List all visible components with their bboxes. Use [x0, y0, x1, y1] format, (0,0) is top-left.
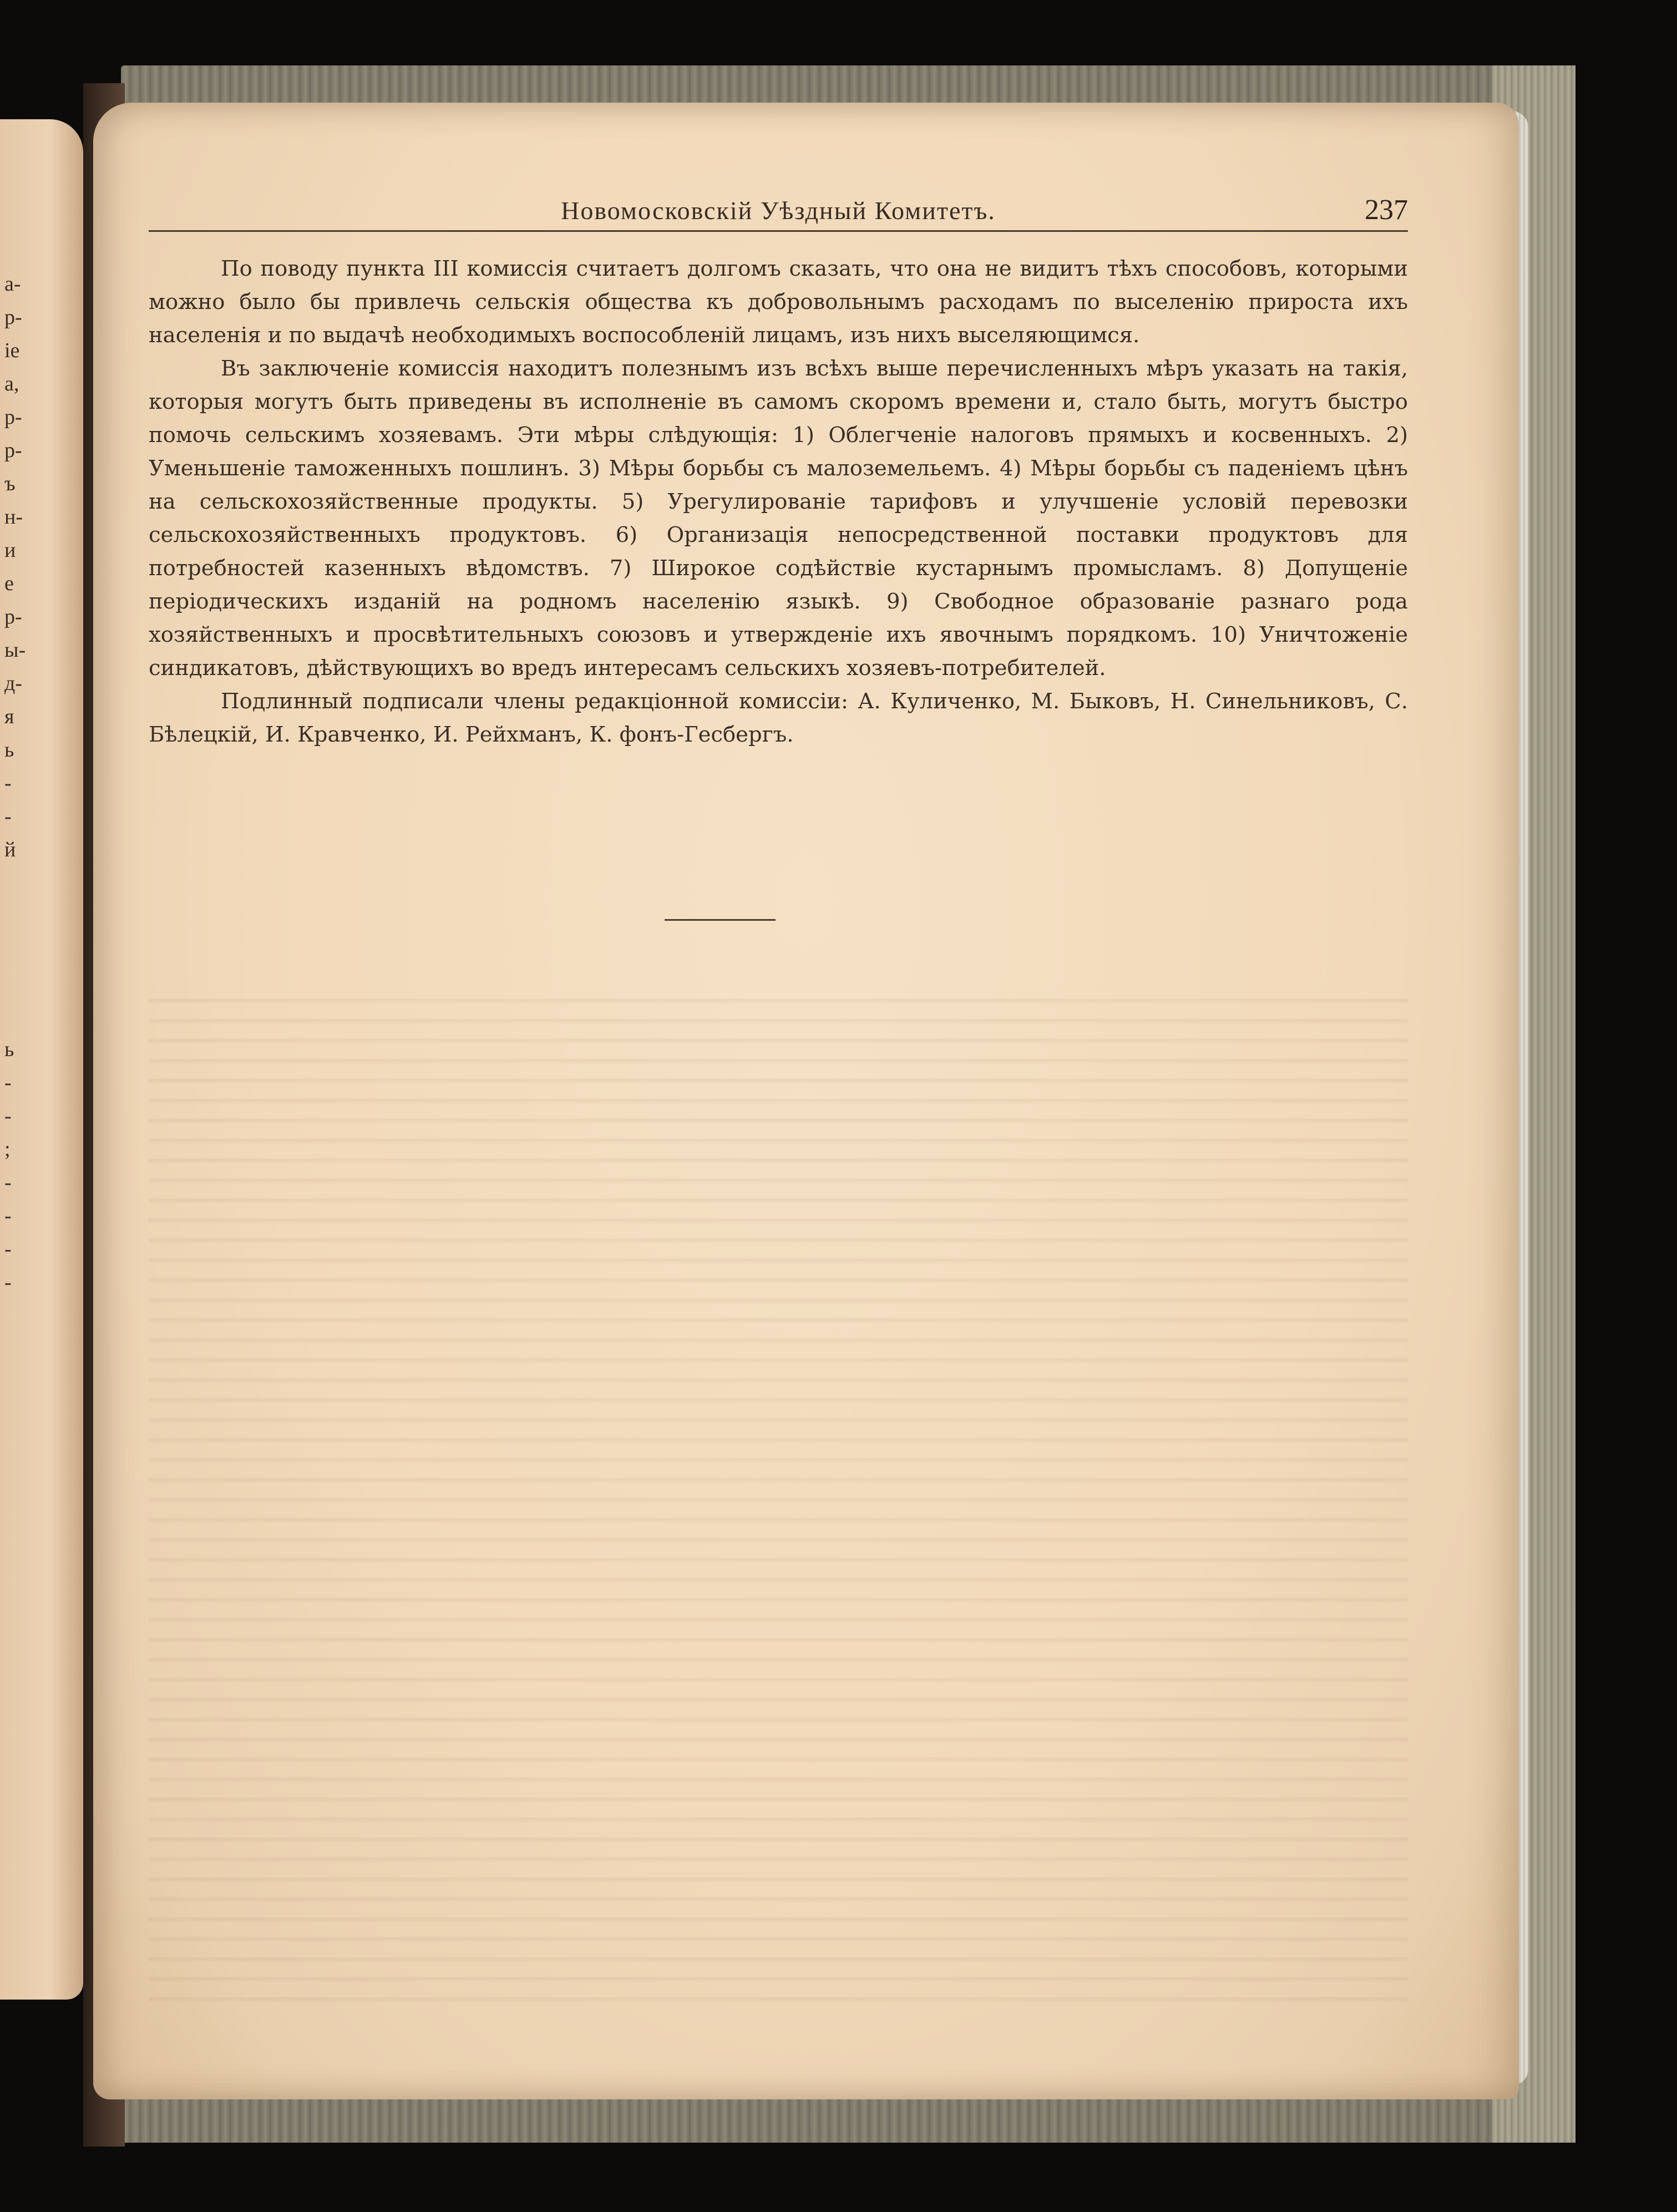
body-text [149, 252, 1408, 752]
previous-page-text-fragment: - [4, 1237, 12, 1261]
show-through-area [149, 985, 1408, 2016]
paragraph-3: Подлинный подписали члены редакціонной комиссіи: А. Куличенко, М. Быковъ, Н. Синельниковъ, С. Бѣлецкій, И. Кравченко, И. Рейхманъ, К. фонъ-Гесбергъ. [149, 689, 1408, 747]
previous-page-text-fragment: р- [4, 405, 22, 429]
previous-page-text-fragment: а- [4, 272, 21, 296]
previous-page-text-fragment: ; [4, 1138, 11, 1161]
page-header [149, 191, 1408, 232]
previous-page-text-fragment: р- [4, 439, 22, 462]
previous-page-text-fragment: - [4, 1204, 12, 1227]
book-page [93, 103, 1519, 2099]
paragraph-1: По поводу пункта III комиссія считаетъ долгомъ сказать, что она не видитъ тѣхъ способовъ, которыми можно было бы привлечь сельскія общества къ добровольнымъ расходамъ по выселенію прироста ихъ населенія и по выдачѣ необходимыхъ воспособленій лицамъ, изъ нихъ выселяющимся. [149, 256, 1408, 348]
previous-page-text-fragment: я [4, 705, 14, 728]
previous-page-text-fragment: ь [4, 1038, 14, 1061]
previous-page-text-fragment: ъ [4, 472, 16, 495]
page-number: 237 [1365, 194, 1408, 226]
previous-page-text-fragment: и [4, 539, 16, 562]
previous-page-text-fragment: н- [4, 505, 23, 529]
previous-page-text-fragment: д- [4, 672, 22, 695]
running-title: Новомосковскій Уѣздный Комитетъ. [561, 196, 996, 225]
paragraph-2: Въ заключеніе комиссія находитъ полезнымъ изъ всѣхъ выше перечисленныхъ мѣръ указать на такія, которыя могутъ быть приведены въ исполненіе въ самомъ скоромъ времени и, стало быть, могутъ быстро помочь сельскимъ хозяевамъ. Эти мѣры слѣдующія: 1) Облегченіе налоговъ прямыхъ и косвенныхъ. 2) Уменьшеніе таможенныхъ пошлинъ. 3) Мѣры борьбы съ малоземельемъ. 4) Мѣры борьбы съ паденіемъ цѣнъ на сельскохозяйственные продукты. 5) Урегулированіе тарифовъ и улучшеніе условій перевозки сельскохозяйственныхъ продуктовъ. 6) Организація непосредственной поставки продуктовъ для потребностей казенныхъ вѣдомствъ. 7) Широкое содѣйствіе кустарнымъ промысламъ. 8) Допущеніе періодическихъ изданій на родномъ населенію языкѣ. 9) Свободное образованіе разнаго рода хозяйственныхъ и просвѣтительныхъ союзовъ и утвержденіе ихъ явочнымъ порядкомъ. 10) Уничтоженіе синдикатовъ, дѣйствующихъ во вредъ интересамъ сельскихъ хозяевъ-потребителей. [149, 356, 1408, 681]
previous-page-text-fragment: й [4, 838, 16, 861]
previous-page-fragment [0, 119, 83, 2000]
previous-page-text-fragment: іе [4, 339, 20, 362]
previous-page-text-fragment: - [4, 1104, 12, 1128]
closing-rule [665, 919, 776, 921]
previous-page-text-fragment: а, [4, 372, 19, 395]
previous-page-text-fragment: р- [4, 605, 22, 628]
previous-page-text-fragment: - [4, 1271, 12, 1294]
previous-page-text-fragment: - [4, 772, 12, 795]
previous-page-text-fragment: - [4, 805, 12, 828]
previous-page-text-fragment: ы- [4, 638, 26, 662]
previous-page-text-fragment: е [4, 572, 14, 595]
previous-page-text-fragment: - [4, 1071, 12, 1094]
previous-page-text-fragment: - [4, 1171, 12, 1194]
previous-page-text-fragment: ь [4, 738, 14, 762]
previous-page-text-fragment: р- [4, 306, 22, 329]
